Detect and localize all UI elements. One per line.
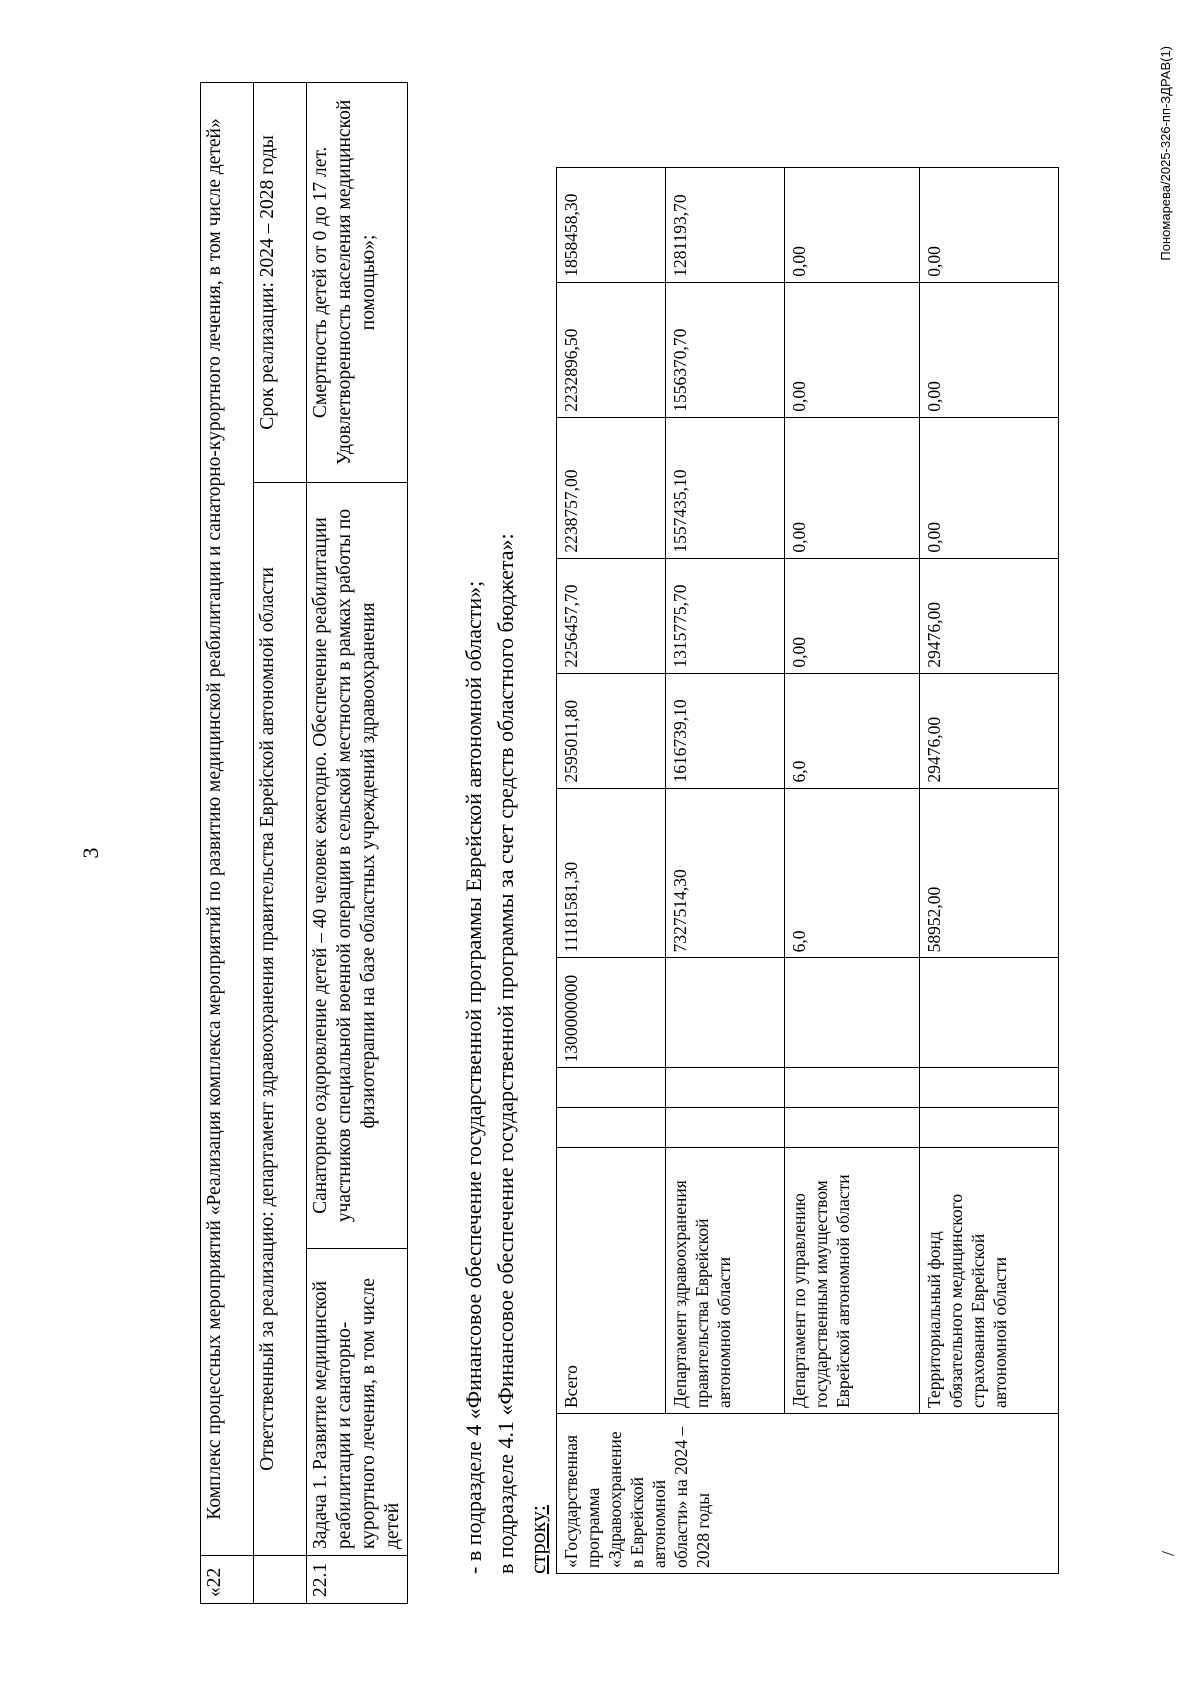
row-label: Территориальный фонд обязательного медицинского страхования Еврейской автономной области [920, 1148, 1059, 1414]
program-name: «Государственная программа «Здравоохранение в Еврейской автономной области» на 2024 – 2028 годы [557, 1414, 1059, 1574]
value-2026: 1557435,10 [666, 417, 785, 558]
total-cell: 11181581,30 [557, 788, 666, 958]
row-label: Департамент здравоохранения правительства Еврейской автономной области [666, 1148, 785, 1414]
table-row [307, 83, 408, 1604]
complex-title: Комплекс процессных мероприятий «Реализация комплекса мероприятий по развитию медицинской реабилитации и санаторно-курортного лечения, в том числе детей» [201, 83, 254, 1556]
code-cell [666, 1108, 785, 1148]
row-label: Департамент по управлению государственным имуществом Еврейской автономной области [785, 1148, 920, 1414]
value-2028: 0,00 [785, 167, 920, 282]
value-2025: 0,00 [785, 558, 920, 673]
page-number: 3 [78, 847, 103, 859]
pen-mark: / [1158, 1550, 1178, 1556]
paragraph-subsection-4: - в подразделе 4 «Финансовое обеспечение государственной программы Еврейской автономной области»; [461, 580, 486, 1574]
code-cell [557, 1108, 666, 1148]
code-cell [785, 1108, 920, 1148]
code-cell [920, 958, 1059, 1068]
value-2026: 2238757,00 [557, 417, 666, 558]
value-2027: 0,00 [920, 282, 1059, 417]
responsible-text: Ответственный за реализацию: департамент здравоохранения правительства Еврейской автономной области [254, 482, 307, 1555]
value-2024: 6,0 [785, 673, 920, 788]
paragraph-subsection-4-1: в подразделе 4.1 «Финансовое обеспечение государственной программы за счет средств областного бюджета»: [493, 533, 518, 1574]
value-2028: 0,00 [920, 167, 1059, 282]
task-text: Задача 1. Развитие медицинской реабилитации и санаторно-курортного лечения, в том числе детей [307, 1249, 408, 1556]
code-cell: 1300000000 [557, 958, 666, 1068]
value-2024: 2595011,80 [557, 673, 666, 788]
value-2025: 2256457,70 [557, 558, 666, 673]
value-2027: 1556370,70 [666, 282, 785, 417]
table-row [785, 33, 920, 1574]
code-cell [557, 1068, 666, 1108]
code-cell [666, 958, 785, 1068]
total-cell: 7327514,30 [666, 788, 785, 958]
table-row [557, 33, 666, 1574]
row-label: Всего [557, 1148, 666, 1414]
measures-table [200, 82, 408, 1604]
results-text: Санаторное оздоровление детей – 40 человек ежегодно. Обеспечение реабилитации участников специальной военной операции в сельской местности в рамках работы по физиотерапии на базе областных учреждений здравоохранения [307, 482, 408, 1248]
period-text: Срок реализации: 2024 – 2028 годы [254, 83, 307, 483]
value-2026: 0,00 [920, 417, 1059, 558]
value-2028: 1858458,30 [557, 167, 666, 282]
paragraph-line-label: строку: [525, 1505, 550, 1574]
value-2025: 29476,00 [920, 558, 1059, 673]
document-code: Пономарева/2025-326-пп-ЗДРАВ(1) [1158, 46, 1173, 261]
total-cell: 58952,00 [920, 788, 1059, 958]
value-2027: 2232896,50 [557, 282, 666, 417]
value-2024: 29476,00 [920, 673, 1059, 788]
code-cell [920, 1068, 1059, 1108]
row-number: 22.1 [307, 1556, 408, 1604]
table-row [254, 83, 307, 1604]
finance-table [556, 32, 1059, 1574]
value-2025: 1315775,70 [666, 558, 785, 673]
empty-cell [254, 1556, 307, 1604]
code-cell [920, 1108, 1059, 1148]
code-cell [785, 958, 920, 1068]
indicators-text: Смертность детей от 0 до 17 лет. Удовлетворенность населения медицинской помощью»; [307, 83, 408, 483]
table-row [666, 33, 785, 1574]
value-2024: 1616739,10 [666, 673, 785, 788]
value-2028: 1281193,70 [666, 167, 785, 282]
value-2026: 0,00 [785, 417, 920, 558]
table-row [920, 33, 1059, 1574]
table-row [201, 83, 254, 1604]
value-2027: 0,00 [785, 282, 920, 417]
code-cell [785, 1068, 920, 1108]
row-number: «22 [201, 1556, 254, 1604]
total-cell: 6,0 [785, 788, 920, 958]
code-cell [666, 1068, 785, 1108]
